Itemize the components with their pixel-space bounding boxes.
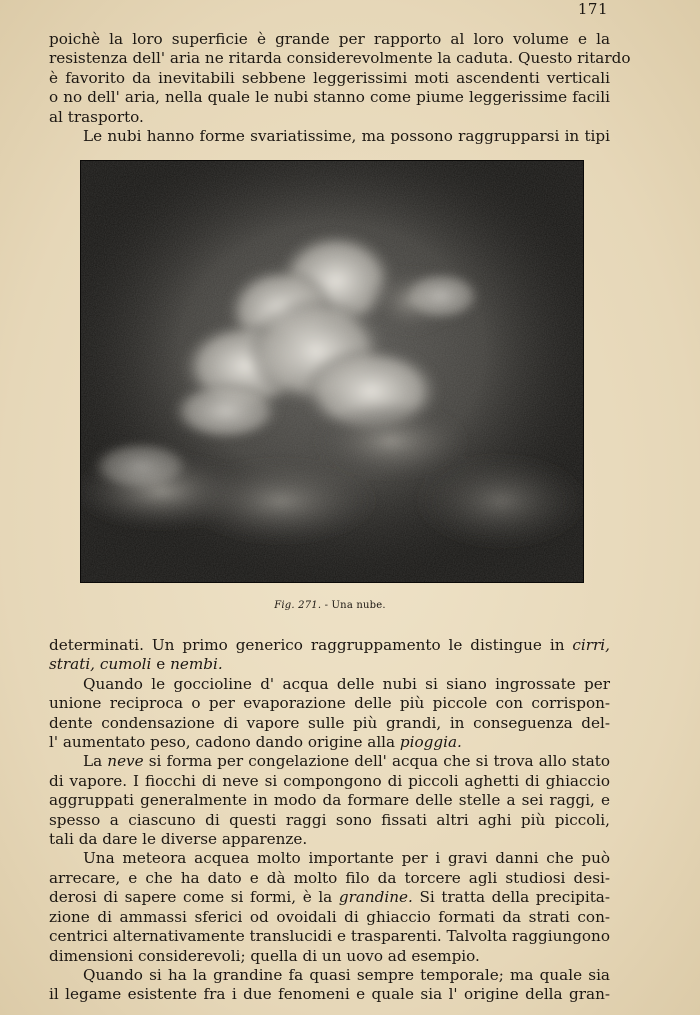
cloud-image [81, 161, 583, 582]
text-line: Quando le goccioline d' acqua delle nubi si siano ingrossate per [83, 674, 610, 693]
text-line: Quando si ha la grandine fa quasi sempre temporale; ma quale sia [83, 965, 610, 984]
text-line: dimensioni considerevoli; quella di un uovo ad esempio. [49, 946, 480, 965]
term-nembi: nembi. [170, 655, 223, 674]
top-paragraphs [49, 30, 631, 146]
text-span: La [83, 752, 108, 771]
text-line: aggruppati generalmente in modo da formare delle stelle a sei raggi, e [49, 791, 610, 810]
bottom-paragraphs [49, 636, 610, 1005]
text-line: spesso a ciascuno di questi raggi sono fissati altri aghi più piccoli, [49, 810, 610, 829]
figure-number: Fig. 271. [274, 600, 322, 611]
text-line [49, 888, 610, 907]
text-line: unione reciproca o per evaporazione delle più piccole con corrispon- [49, 694, 610, 713]
text-span: Si tratta della precipita- [412, 888, 610, 907]
text-line: zione di ammassi sferici od ovoidali di ghiaccio formati da strati con- [49, 907, 610, 926]
text-line: centrici alternativamente translucidi e trasparenti. Talvolta raggiungono [49, 927, 610, 946]
text-line: arrecare, e che ha dato e dà molto filo da torcere agli studiosi desi- [49, 868, 610, 887]
text-span: si forma per congelazione dell' acqua che si trova allo stato [143, 752, 610, 771]
page-number: 171 [577, 0, 608, 18]
text-line: Una meteora acquea molto importante per i gravi danni che può [83, 849, 610, 868]
text-line: il legame esistente fra i due fenomeni e quale sia l' origine della gran- [49, 985, 610, 1004]
caption-text: Una nube. [331, 600, 386, 611]
term-cirri: cirri, [572, 636, 610, 654]
text-span: e [151, 655, 171, 674]
text-line: resistenza dell' aria ne ritarda considerevolmente la caduta. Questo ritardo [49, 49, 631, 68]
text-line: poichè la loro superficie è grande per rapporto al loro volume e la [49, 30, 610, 48]
term-neve: neve [107, 752, 144, 771]
caption-separator: - [321, 600, 332, 611]
text-line [49, 752, 610, 771]
cloud-photograph [80, 160, 584, 583]
text-span: l' aumentato peso, cadono dando origine alla [49, 733, 400, 752]
term-pioggia: pioggia. [399, 733, 462, 752]
text-line: dente condensazione di vapore sulle più grandi, in conseguenza del- [49, 713, 610, 732]
term-cumoli: cumoli [99, 655, 152, 674]
text-line: al trasporto. [49, 107, 144, 126]
text-line: Le nubi hanno forme svariatissime, ma possono raggrupparsi in tipi [83, 127, 610, 146]
term-strati: strati, [49, 655, 96, 674]
text-span: determinati. Un primo generico raggruppamento le distingue in [49, 636, 573, 654]
text-line: è favorito da inevitabili sebbene leggerissimi moti ascendenti verticali [49, 68, 610, 87]
text-line [49, 655, 610, 674]
text-line [49, 733, 610, 752]
text-line: di vapore. I fiocchi di neve si compongono di piccoli aghetti di ghiaccio [49, 771, 610, 790]
text-line: o no dell' aria, nella quale le nubi stanno come piume leggerissime facili [49, 88, 610, 107]
text-span: derosi di sapere come si formi, è la [49, 888, 339, 907]
figure-caption [0, 600, 660, 611]
text-line: tali da dare le diverse apparenze. [49, 830, 308, 849]
term-grandine: grandine. [338, 888, 413, 907]
text-line [49, 636, 610, 655]
